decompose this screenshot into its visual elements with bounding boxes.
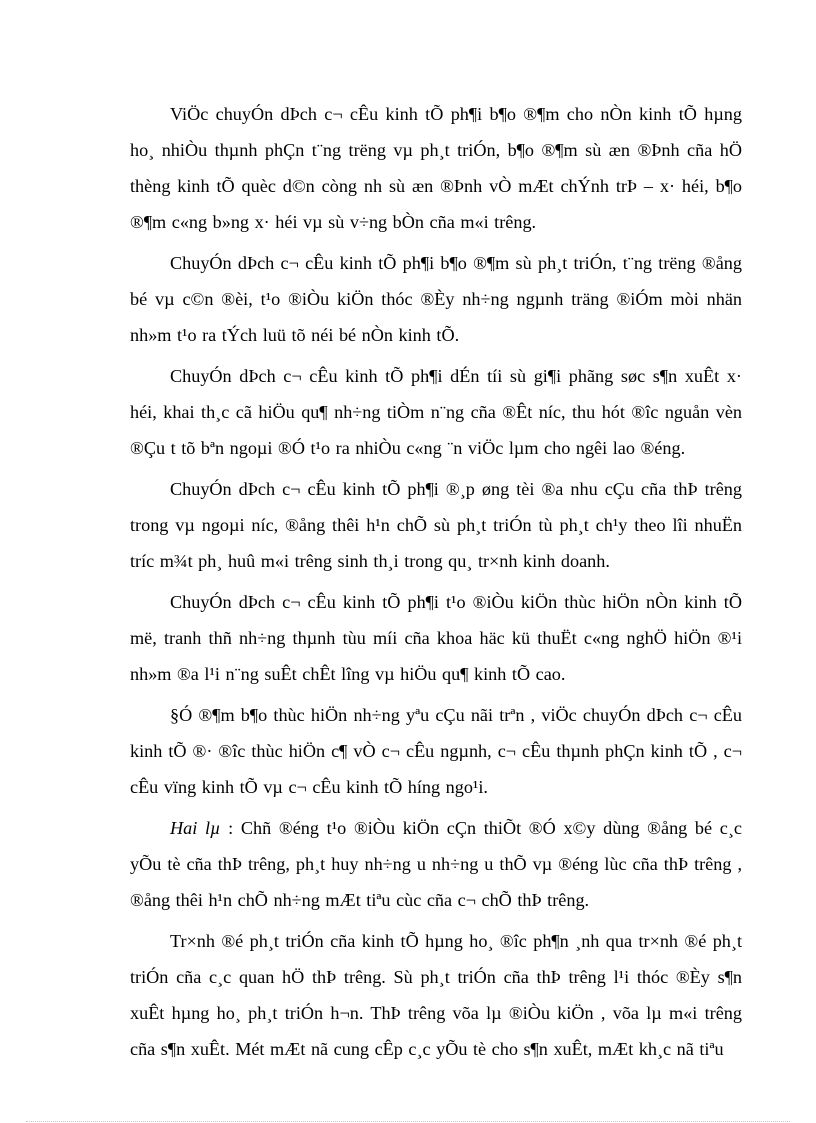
paragraph-1: ViÖc chuyÓn dÞch c¬ cÊu kinh tÕ ph¶i b¶o ®¶m cho nÒn kinh tÕ hµng ho¸ nhiÒu thµnh phÇn t¨ng trëng vµ ph¸t triÓn, b¶o ®¶m sù æn ®Þnh cña hÖ thèng kinh tÕ quèc d©n còng nh sù æn ®Þnh vÒ mÆt chÝnh trÞ – x· héi, b¶o ®¶m c«ng b»ng x· héi vµ sù v÷ng bÒn cña m«i trêng. [130,104,742,232]
paragraph-5: ChuyÓn dÞch c¬ cÊu kinh tÕ ph¶i t¹o ®iÒu kiÖn thùc hiÖn nÒn kinh tÕ më, tranh thñ nh÷ng thµnh tùu míi cña khoa häc kü thuËt c«ng nghÖ hiÖn ®¹i nh»m ®a l¹i n¨ng suÊt chÊt lîng vµ hiÖu qu¶ kinh tÕ cao. [130,592,742,684]
paragraph-6: §Ó ®¶m b¶o thùc hiÖn nh÷ng yªu cÇu nãi trªn , viÖc chuyÓn dÞch c¬ cÊu kinh tÕ ®· ®îc thùc hiÖn c¶ vÒ c¬ cÊu ngµnh, c¬ cÊu thµnh phÇn kinh tÕ , c¬ cÊu vïng kinh tÕ vµ c¬ cÊu kinh tÕ híng ngo¹i. [130,705,742,797]
paragraph-7-lead-italic: Hai lµ [170,818,221,838]
paragraph-8: Tr×nh ®é ph¸t triÓn cña kinh tÕ hµng ho¸ ®îc ph¶n ¸nh qua tr×nh ®é ph¸t triÓn cña c¸c quan hÖ thÞ trêng. Sù ph¸t triÓn cña thÞ trêng l¹i thóc ®Èy s¶n xuÊt hµng ho¸ ph¸t triÓn h¬n. ThÞ trêng võa lµ ®iÒu kiÖn , võa lµ m«i trêng cña s¶n xuÊt. Mét mÆt nã cung cÊp c¸c yÕu tè cho s¶n xuÊt, mÆt kh¸c nã tiªu [130,931,742,1059]
paragraph-2: ChuyÓn dÞch c¬ cÊu kinh tÕ ph¶i b¶o ®¶m sù ph¸t triÓn, t¨ng trëng ®ång bé vµ c©n ®èi, t¹o ®iÒu kiÖn thóc ®Èy nh÷ng ngµnh träng ®iÓm mòi nhän nh»m t¹o ra tÝch luü tõ néi bé nÒn kinh tÕ. [130,253,742,345]
document-body [130,96,742,1072]
paragraph-7 [130,810,742,918]
page-bottom-dotted-rule [26,1121,790,1122]
paragraph-4: ChuyÓn dÞch c¬ cÊu kinh tÕ ph¶i ®¸p øng tèi ®a nhu cÇu cña thÞ trêng trong vµ ngoµi níc, ®ång thêi h¹n chÕ sù ph¸t triÓn tù ph¸t ch¹y theo lîi nhuËn tríc m¾t ph¸ huû m«i trêng sinh th¸i trong qu¸ tr×nh kinh doanh. [130,479,742,571]
paragraph-3: ChuyÓn dÞch c¬ cÊu kinh tÕ ph¶i dÉn tíi sù gi¶i phãng søc s¶n xuÊt x· héi, khai th¸c cã hiÖu qu¶ nh÷ng tiÒm n¨ng cña ®Êt níc, thu hót ®îc nguån vèn ®Çu t tõ bªn ngoµi ®Ó t¹o ra nhiÒu c«ng ¨n viÖc lµm cho ngêi lao ®éng. [130,366,742,458]
paragraph-7-body: : Chñ ®éng t¹o ®iÒu kiÖn cÇn thiÕt ®Ó x©y dùng ®ång bé c¸c yÕu tè cña thÞ trêng, ph¸t huy nh÷ng u nh÷ng u thÕ vµ ®éng lùc cña thÞ trêng , ®ång thêi h¹n chÕ nh÷ng mÆt tiªu cùc cña c¬ chÕ thÞ trêng. [130,818,742,910]
